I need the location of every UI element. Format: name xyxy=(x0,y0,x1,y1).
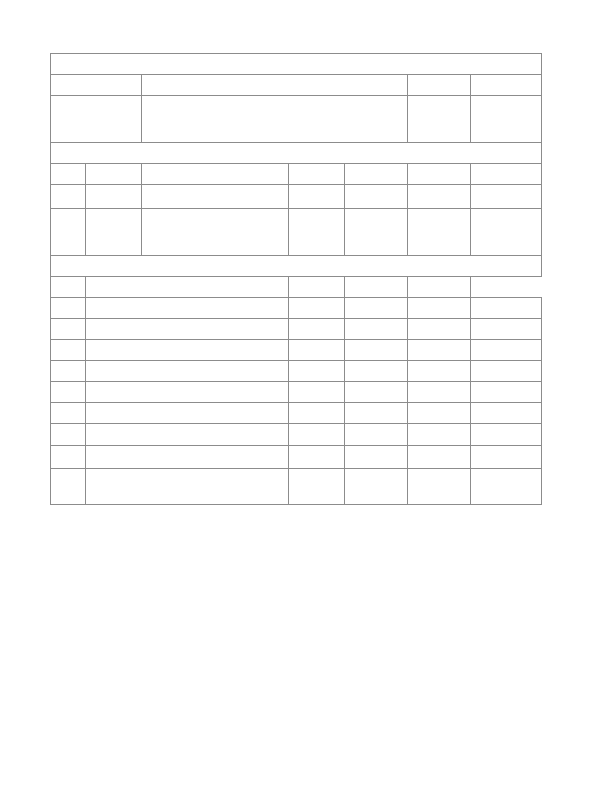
material-row xyxy=(51,424,542,446)
quota-no xyxy=(51,209,86,256)
material-price xyxy=(408,340,471,361)
quota-total xyxy=(471,185,542,209)
material-name xyxy=(86,298,289,319)
material-qty xyxy=(345,446,408,469)
material-price-header xyxy=(408,277,471,298)
material-no xyxy=(51,424,86,446)
material-total xyxy=(471,446,542,469)
material-no xyxy=(51,403,86,424)
material-name xyxy=(86,340,289,361)
material-row xyxy=(51,403,542,424)
material-total xyxy=(471,403,542,424)
bill-code-header xyxy=(51,75,142,96)
material-unit xyxy=(289,319,345,340)
material-qty xyxy=(345,319,408,340)
material-price xyxy=(408,298,471,319)
material-unit xyxy=(289,382,345,403)
material-name xyxy=(86,403,289,424)
quota-qty xyxy=(345,185,408,209)
material-price xyxy=(408,361,471,382)
material-price xyxy=(408,403,471,424)
bill-unit-price xyxy=(471,96,542,143)
title-row xyxy=(51,54,542,75)
material-qty xyxy=(345,403,408,424)
quota-section-row xyxy=(51,143,542,164)
material-unit xyxy=(289,403,345,424)
quota-unit xyxy=(289,209,345,256)
material-name xyxy=(86,469,289,505)
quota-row xyxy=(51,185,542,209)
quota-no xyxy=(51,185,86,209)
bill-header-row xyxy=(51,75,542,96)
material-qty xyxy=(345,424,408,446)
quota-code xyxy=(86,209,142,256)
material-no xyxy=(51,361,86,382)
material-row xyxy=(51,382,542,403)
bill-unit-price-header xyxy=(471,75,542,96)
material-row xyxy=(51,298,542,319)
material-section-row xyxy=(51,256,542,277)
material-total xyxy=(471,319,542,340)
material-section-title xyxy=(51,256,542,277)
quota-name xyxy=(142,185,289,209)
material-total xyxy=(471,298,542,319)
material-unit-header xyxy=(289,277,345,298)
material-price xyxy=(408,424,471,446)
material-no-header xyxy=(51,277,86,298)
material-name xyxy=(86,446,289,469)
bill-unit-header xyxy=(408,75,471,96)
material-no xyxy=(51,382,86,403)
quota-price-header xyxy=(408,164,471,185)
material-no xyxy=(51,319,86,340)
material-total xyxy=(471,340,542,361)
quota-total xyxy=(471,209,542,256)
material-unit xyxy=(289,361,345,382)
material-row xyxy=(51,469,542,505)
material-price xyxy=(408,469,471,505)
material-no xyxy=(51,446,86,469)
quota-price xyxy=(408,209,471,256)
quota-qty-header xyxy=(345,164,408,185)
material-unit xyxy=(289,446,345,469)
material-qty xyxy=(345,298,408,319)
material-qty xyxy=(345,361,408,382)
quota-total-header xyxy=(471,164,542,185)
quota-header-row xyxy=(51,164,542,185)
quota-name xyxy=(142,209,289,256)
material-total xyxy=(471,361,542,382)
material-qty xyxy=(345,469,408,505)
quota-code xyxy=(86,185,142,209)
material-name xyxy=(86,424,289,446)
quota-unit xyxy=(289,185,345,209)
material-name xyxy=(86,361,289,382)
quota-name-header xyxy=(142,164,289,185)
material-price xyxy=(408,382,471,403)
material-total xyxy=(471,469,542,505)
material-no xyxy=(51,298,86,319)
material-name xyxy=(86,319,289,340)
material-qty xyxy=(345,340,408,361)
quota-qty xyxy=(345,209,408,256)
material-qty xyxy=(345,382,408,403)
quota-no-header xyxy=(51,164,86,185)
quota-row xyxy=(51,209,542,256)
bill-name-header xyxy=(142,75,408,96)
material-header-row xyxy=(51,277,542,298)
material-no xyxy=(51,469,86,505)
material-no xyxy=(51,340,86,361)
bill-detail-table xyxy=(50,53,542,505)
material-unit xyxy=(289,469,345,505)
material-total xyxy=(471,382,542,403)
bill-code xyxy=(51,96,142,143)
quota-price xyxy=(408,185,471,209)
material-name-header xyxy=(86,277,289,298)
material-price xyxy=(408,319,471,340)
quota-section-title xyxy=(51,143,542,164)
material-unit xyxy=(289,298,345,319)
material-price xyxy=(408,446,471,469)
material-unit xyxy=(289,424,345,446)
material-qty-header xyxy=(345,277,408,298)
material-total xyxy=(471,424,542,446)
quota-unit-header xyxy=(289,164,345,185)
material-unit xyxy=(289,340,345,361)
bill-row xyxy=(51,96,542,143)
material-name xyxy=(86,382,289,403)
quota-code-header xyxy=(86,164,142,185)
bill-name xyxy=(142,96,408,143)
bill-unit xyxy=(408,96,471,143)
material-row xyxy=(51,319,542,340)
material-row xyxy=(51,446,542,469)
page-title xyxy=(51,54,542,75)
material-row xyxy=(51,340,542,361)
material-row xyxy=(51,361,542,382)
